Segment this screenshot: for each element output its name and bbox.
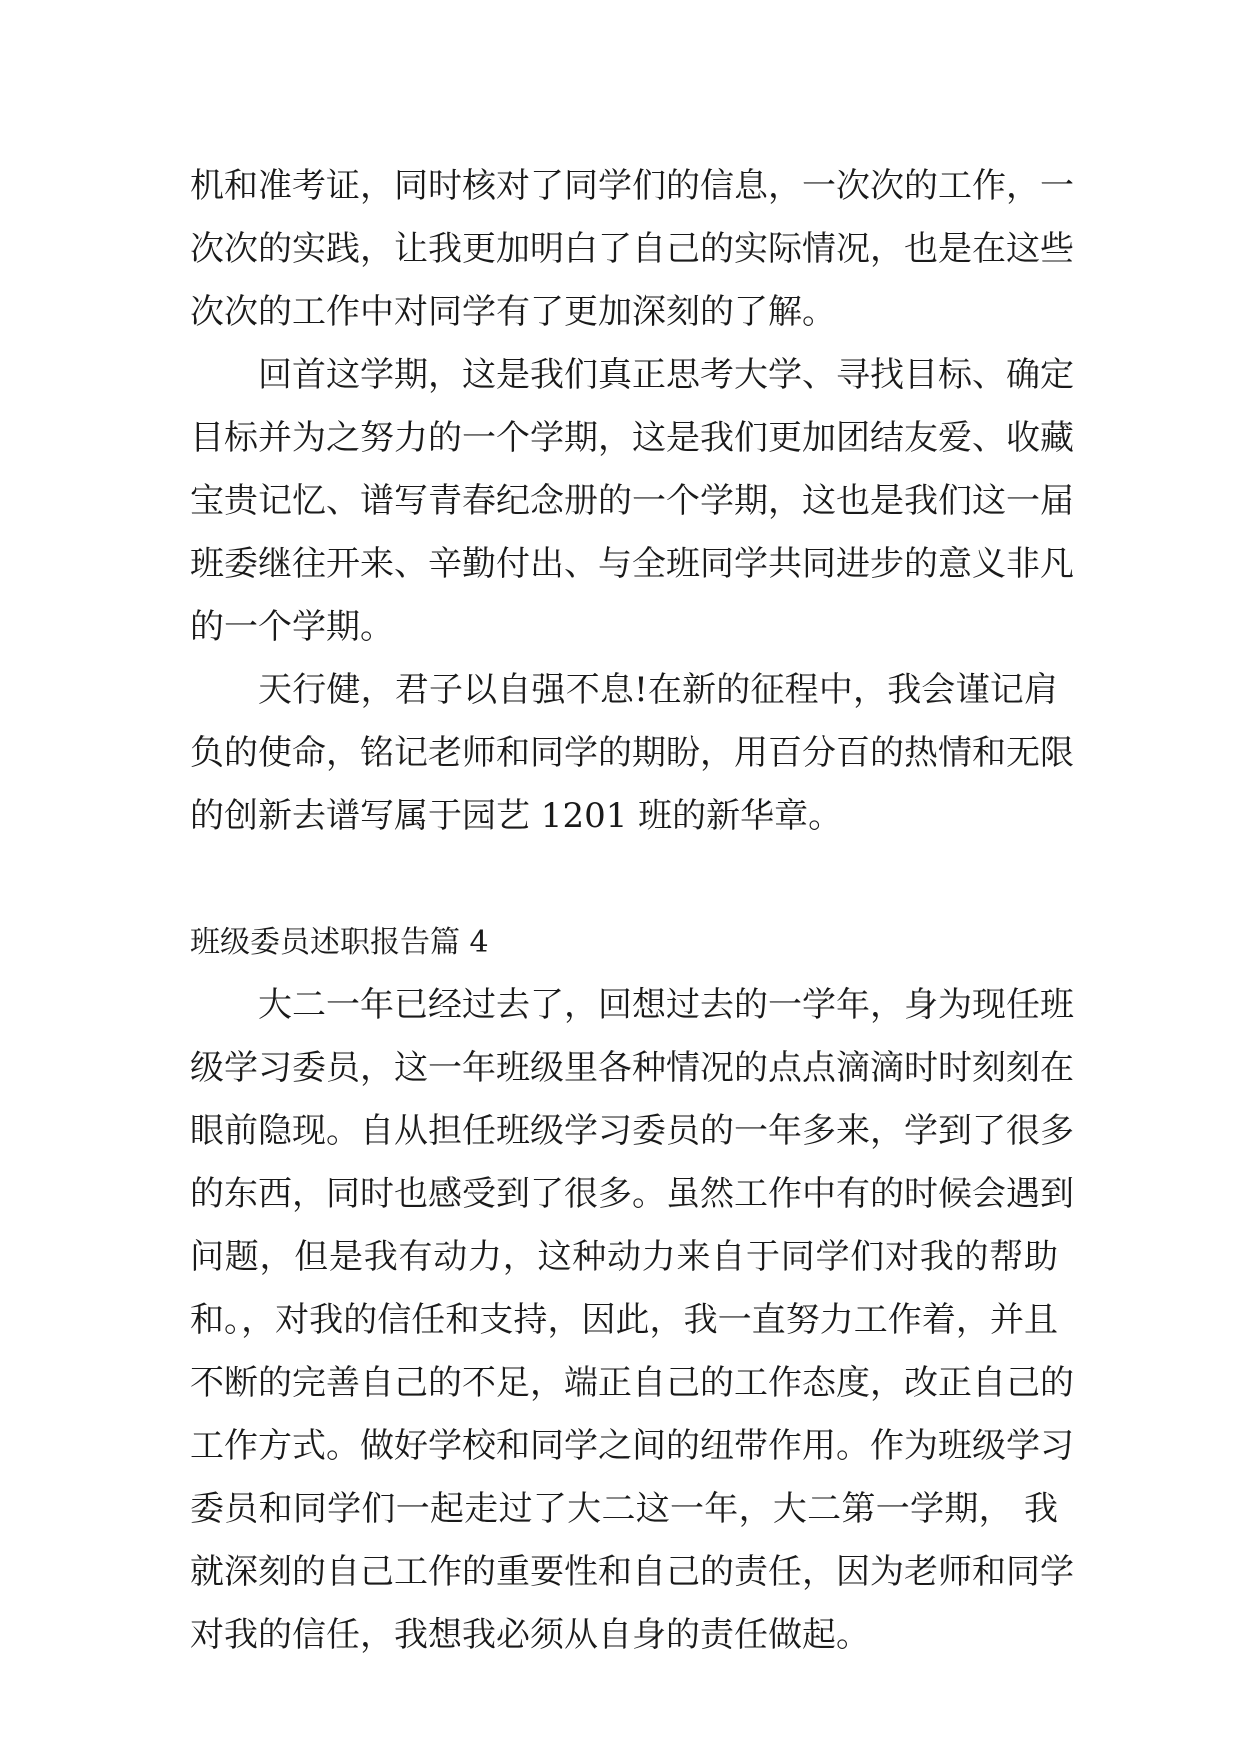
paragraph-2 xyxy=(190,344,1074,659)
document-page xyxy=(190,155,1074,1667)
paragraph-line: 回首这学期，这是我们真正思考大学、寻找目标、确定 xyxy=(258,355,1074,395)
paragraph-1 xyxy=(190,155,1074,344)
paragraph-line: 工作方式。做好学校和同学之间的纽带作用。作为班级学习 xyxy=(190,1426,1074,1466)
paragraph-line: 委员和同学们一起走过了大二这一年，大二第一学期， 我 xyxy=(190,1489,1058,1529)
paragraph-line: 的创新去谱写属于园艺 1201 班的新华章。 xyxy=(190,796,843,836)
paragraph-line: 宝贵记忆、谱写青春纪念册的一个学期，这也是我们这一届 xyxy=(190,481,1074,521)
paragraph-line: 级学习委员，这一年班级里各种情况的点点滴滴时时刻刻在 xyxy=(190,1048,1074,1088)
paragraph-line: 的一个学期。 xyxy=(190,607,394,647)
paragraph-line: 目标并为之努力的一个学期，这是我们更加团结友爱、收藏 xyxy=(190,418,1074,458)
paragraph-line: 眼前隐现。自从担任班级学习委员的一年多来，学到了很多 xyxy=(190,1111,1074,1151)
paragraph-line: 负的使命，铭记老师和同学的期盼，用百分百的热情和无限 xyxy=(190,733,1074,773)
section-heading: 班级委员述职报告篇 4 xyxy=(190,925,489,960)
paragraph-line: 对我的信任，我想我必须从自身的责任做起。 xyxy=(190,1615,870,1655)
section-paragraph xyxy=(190,974,1074,1667)
paragraph-line: 天行健，君子以自强不息!在新的征程中，我会谨记肩 xyxy=(258,670,1058,710)
paragraph-3 xyxy=(190,659,1074,848)
paragraph-line: 就深刻的自己工作的重要性和自己的责任，因为老师和同学 xyxy=(190,1552,1074,1592)
paragraph-line: 次次的工作中对同学有了更加深刻的了解。 xyxy=(190,292,836,332)
paragraph-line: 班委继往开来、辛勤付出、与全班同学共同进步的意义非凡 xyxy=(190,544,1074,584)
paragraph-line: 和。，对我的信任和支持，因此，我一直努力工作着，并且 xyxy=(190,1300,1058,1340)
paragraph-line: 大二一年已经过去了，回想过去的一学年，身为现任班 xyxy=(258,985,1074,1025)
paragraph-line: 不断的完善自己的不足，端正自己的工作态度，改正自己的 xyxy=(190,1363,1074,1403)
paragraph-line: 的东西，同时也感受到了很多。虽然工作中有的时候会遇到 xyxy=(190,1174,1074,1214)
paragraph-line: 机和准考证，同时核对了同学们的信息，一次次的工作，一 xyxy=(190,166,1074,206)
paragraph-line: 次次的实践，让我更加明白了自己的实际情况，也是在这些 xyxy=(190,229,1074,269)
section-spacer xyxy=(190,848,1058,911)
paragraph-line: 问题，但是我有动力，这种动力来自于同学们对我的帮助 xyxy=(190,1237,1058,1277)
